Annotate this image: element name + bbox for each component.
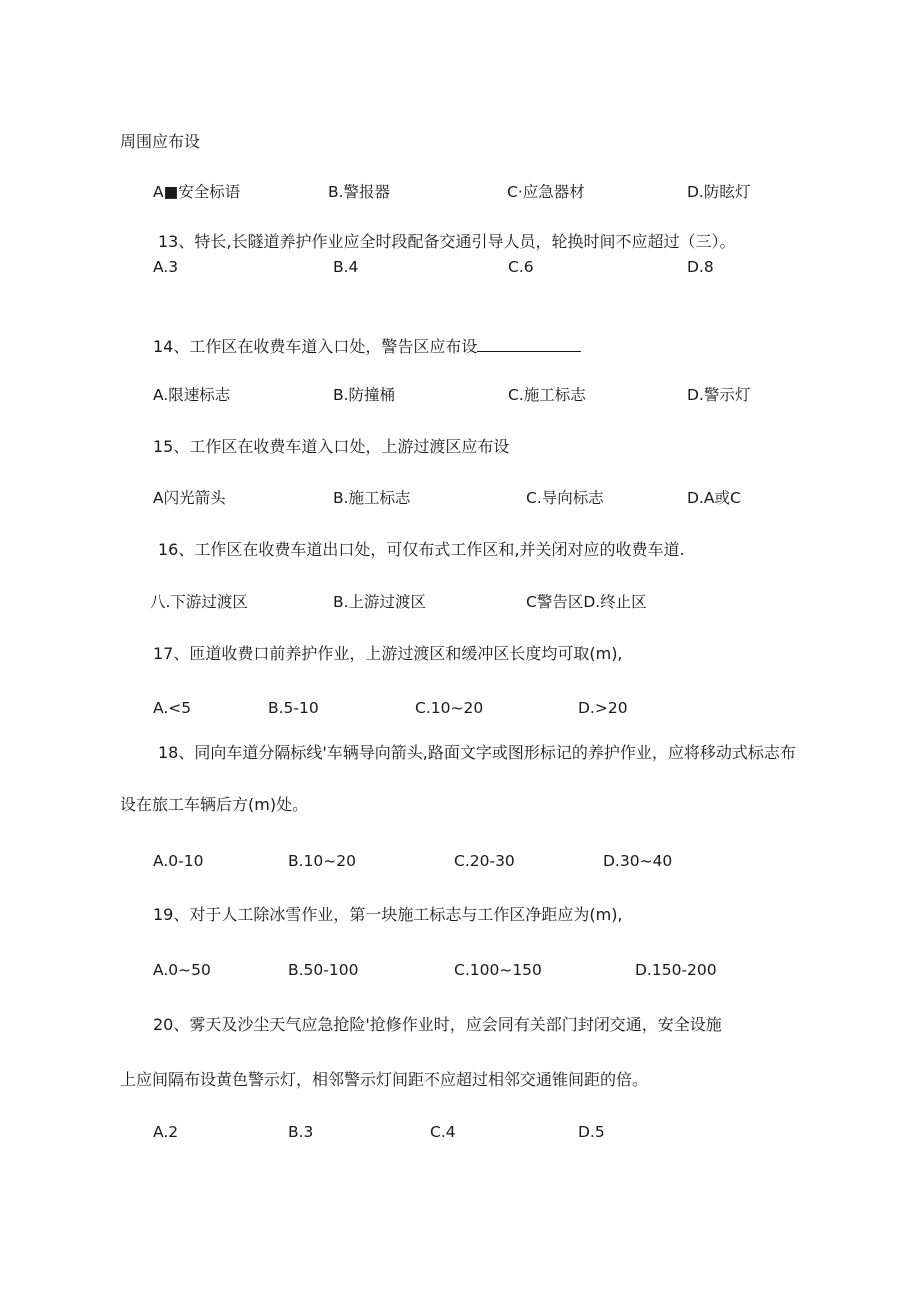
- text-line: 周围应布设: [120, 132, 201, 151]
- option-b: B.施工标志: [333, 489, 411, 507]
- question-14: [153, 335, 581, 357]
- option-d: D.5: [578, 1123, 605, 1141]
- option-a: A.0-10: [153, 852, 204, 870]
- option-a: A.<5: [153, 699, 192, 717]
- option-a: 八.下游过渡区: [150, 593, 248, 611]
- option-d: D.30~40: [603, 852, 673, 870]
- question-15: 15、工作区在收费车道入口处，上游过渡区应布设: [153, 437, 510, 456]
- option-a: A.3: [153, 258, 179, 276]
- question-18: 18、同向车道分隔标线'车辆导向箭头,路面文字或图形标记的养护作业，应将移动式标志布: [158, 743, 796, 762]
- option-d: D.8: [687, 258, 714, 276]
- option-c: C.导向标志: [526, 489, 604, 507]
- option-c: C.10~20: [415, 699, 484, 717]
- question-16: 16、工作区在收费车道出口处，可仅布式工作区和,并关闭对应的收费车道.: [158, 540, 685, 559]
- option-d: D.>20: [578, 699, 628, 717]
- question-13: 13、特长,长隧道养护作业应全时段配备交通引导人员，轮换时间不应超过（三）。: [158, 232, 736, 251]
- answer-blank: [477, 335, 581, 352]
- option-a: A闪光箭头: [153, 489, 226, 507]
- option-d: D.A或C: [687, 489, 741, 507]
- option-b: B.10~20: [288, 852, 356, 870]
- option-c: C.6: [508, 258, 534, 276]
- option-a: A.限速标志: [153, 386, 231, 404]
- option-a: A.2: [153, 1123, 179, 1141]
- question-20-continued: 上应间隔布设黄色警示灯，相邻警示灯间距不应超过相邻交通锥间距的倍。: [120, 1070, 649, 1089]
- question-18-continued: 设在旅工车辆后方(m)处。: [120, 795, 309, 814]
- option-b: B.上游过渡区: [333, 593, 427, 611]
- option-d: D.150-200: [635, 961, 717, 979]
- option-a: A.0~50: [153, 961, 211, 979]
- option-c: C.100~150: [454, 961, 542, 979]
- option-b: B.防撞桶: [333, 386, 396, 404]
- option-b: B.50-100: [288, 961, 359, 979]
- option-d: D.警示灯: [687, 386, 751, 404]
- option-c-d: C警告区D.终止区: [526, 593, 647, 611]
- option-b: B.5-10: [268, 699, 319, 717]
- option-c: C.20-30: [454, 852, 515, 870]
- option-b: B.警报器: [328, 183, 391, 201]
- option-b: B.3: [288, 1123, 314, 1141]
- question-14-text: 14、工作区在收费车道入口处，警告区应布设: [153, 337, 478, 356]
- option-c: C·应急器材: [507, 183, 585, 201]
- option-b: B.4: [333, 258, 359, 276]
- option-d: D.防眩灯: [687, 183, 751, 201]
- question-19: 19、对于人工除冰雪作业，第一块施工标志与工作区净距应为(m),: [153, 905, 623, 924]
- option-c: C.4: [430, 1123, 456, 1141]
- question-17: 17、匝道收费口前养护作业，上游过渡区和缓冲区长度均可取(m),: [153, 644, 623, 663]
- option-a: A■安全标语: [153, 183, 241, 201]
- question-20: 20、雾天及沙尘天气应急抢险'抢修作业时，应会同有关部门封闭交通，安全设施: [153, 1015, 722, 1034]
- option-c: C.施工标志: [508, 386, 586, 404]
